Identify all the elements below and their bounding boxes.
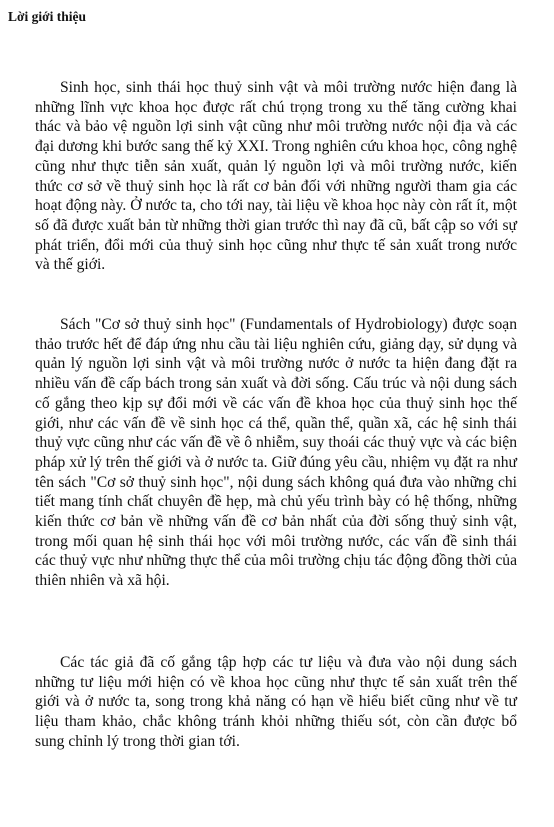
paragraph-2: Sách "Cơ sở thuỷ sinh học" (Fundamentals of Hydrobiology) được soạn thảo trước hết để đáp ứng nhu cầu tài liệu nghiên cứu, giảng dạy, sử dụng và quản lý nguồn lợi sinh vật và môi trường nước ở nước ta hiện đang đặt ra nhiều vấn đề cấp bách trong sản xuất và đời sống. Cấu trúc và nội dung sách cố gắng theo kịp sự đổi mới về các vấn đề khoa học của thuỷ sinh học thế giới, như các vấn đề về sinh học cá thể, quần thể, quần xã, các hệ sinh thái thuỷ vực cũng như các vấn đề về ô nhiễm, suy thoái các thuỷ vực và các biện pháp xử lý trên thế giới và ở nước ta. Giữ đúng yêu cầu, nhiệm vụ đặt ra như tên sách "Cơ sở thuỷ sinh học", nội dung sách không quá đưa vào những chi tiết mang tính chất chuyên đề hẹp, mà chủ yếu trình bày có hệ thống, những kiến thức cơ bản về những vấn đề cơ bản nhất của đời sống thuỷ sinh vật, trong mối quan hệ sinh thái học với môi trường nước, các vấn đề sinh thái các thuỷ vực như những thực thể của môi trường chịu tác động đồng thời của thiên nhiên và xã hội.: [35, 316, 517, 590]
page-title: Lời giới thiệu: [8, 9, 86, 24]
paragraph-1: Sinh học, sinh thái học thuỷ sinh vật và môi trường nước hiện đang là những lĩnh vực khoa học được rất chú trọng trong xu thế tăng cường khai thác và bảo vệ nguồn lợi sinh vật cũng như môi trường nước nội địa và các đại dương khi bước sang thế kỷ XXI. Trong nghiên cứu khoa học, công nghệ cũng như thực tiễn sản xuất, quản lý nguồn lợi và môi trường nước, kiến thức cơ sở về thuỷ sinh học là rất cơ bản đối với những người tham gia các hoạt động này. Ở nước ta, cho tới nay, tài liệu về khoa học này còn rất ít, một số đã được xuất bản từ những thời gian trước thì nay đã cũ, bất cập so với sự phát triển, đổi mới của thuỷ sinh học cũng như thực tế sản xuất trong nước và thế giới.: [35, 79, 517, 274]
paragraph-3: Các tác giả đã cố gắng tập hợp các tư liệu và đưa vào nội dung sách những tư liệu mới hiện có về khoa học cũng như thực tế sản xuất trên thế giới và ở nước ta, song trong khả năng có hạn về hiểu biết cũng như về tư liệu tham khảo, chắc không tránh khỏi những thiếu sót, còn cần được bổ sung chỉnh lý trong thời gian tới.: [35, 654, 517, 750]
